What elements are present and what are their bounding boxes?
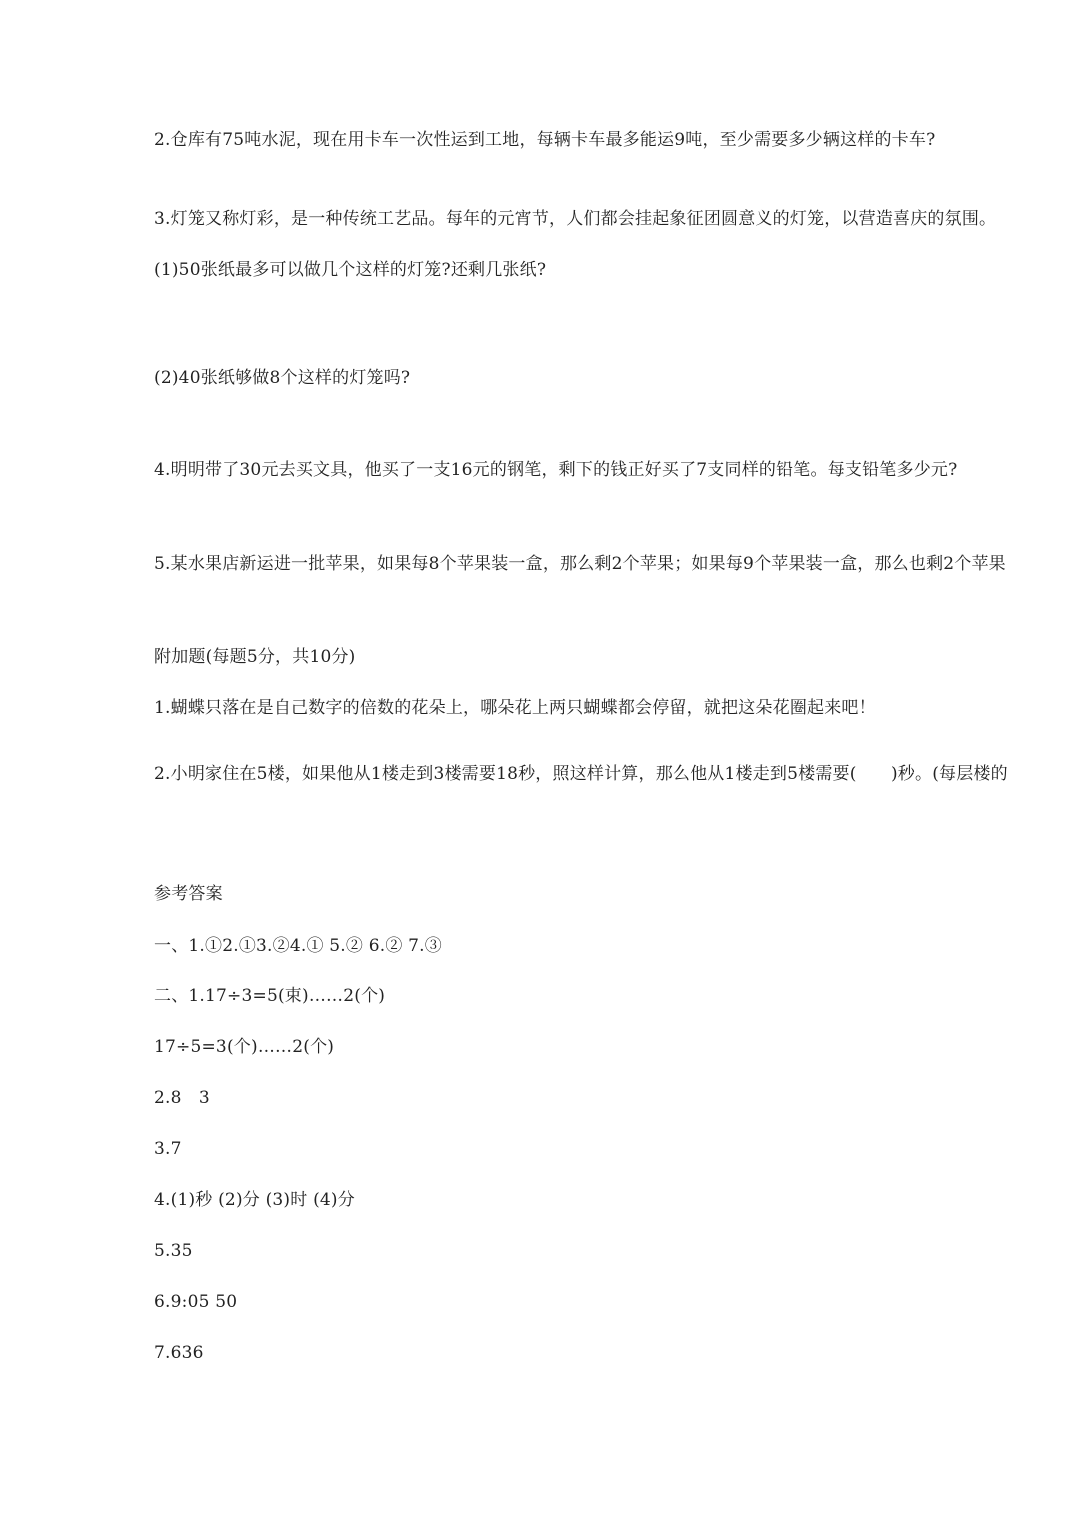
bonus-question-2: 2.小明家住在5楼，如果他从1楼走到3楼需要18秒，照这样计算，那么他从1楼走到5楼需要( )秒。(每层楼的 <box>154 764 1008 784</box>
answer-line: 一、1.①2.①3.②4.① 5.② 6.② 7.③ <box>154 936 442 956</box>
bonus-question-1: 1.蝴蝶只落在是自己数字的倍数的花朵上，哪朵花上两只蝴蝶都会停留，就把这朵花圈起来吧！ <box>154 698 876 718</box>
answer-line: 二、1.17÷3=5(束)……2(个) <box>154 986 386 1006</box>
problem-3: 3.灯笼又称灯彩，是一种传统工艺品。每年的元宵节，人们都会挂起象征团圆意义的灯笼，以营造喜庆的氛围。 <box>154 209 997 229</box>
answer-line: 2.8 3 <box>154 1088 210 1108</box>
problem-3-part-1: (1)50张纸最多可以做几个这样的灯笼?还剩几张纸? <box>154 260 547 280</box>
answer-line: 3.7 <box>154 1139 182 1159</box>
bonus-title: 附加题(每题5分，共10分) <box>154 647 356 667</box>
answer-line: 5.35 <box>154 1241 193 1261</box>
problem-5: 5.某水果店新运进一批苹果，如果每8个苹果装一盒，那么剩2个苹果；如果每9个苹果装一盒，那么也剩2个苹果 <box>154 554 1006 574</box>
answer-line: 7.636 <box>154 1343 204 1363</box>
problem-2: 2.仓库有75吨水泥，现在用卡车一次性运到工地，每辆卡车最多能运9吨，至少需要多少辆这样的卡车? <box>154 130 936 150</box>
answers-title: 参考答案 <box>154 884 223 904</box>
problem-3-part-2: (2)40张纸够做8个这样的灯笼吗? <box>154 368 411 388</box>
answer-line: 17÷5=3(个)……2(个) <box>154 1037 335 1057</box>
problem-4: 4.明明带了30元去买文具，他买了一支16元的钢笔，剩下的钱正好买了7支同样的铅笔。每支铅笔多少元? <box>154 460 958 480</box>
answer-line: 4.(1)秒 (2)分 (3)时 (4)分 <box>154 1190 355 1210</box>
answer-line: 6.9:05 50 <box>154 1292 238 1312</box>
